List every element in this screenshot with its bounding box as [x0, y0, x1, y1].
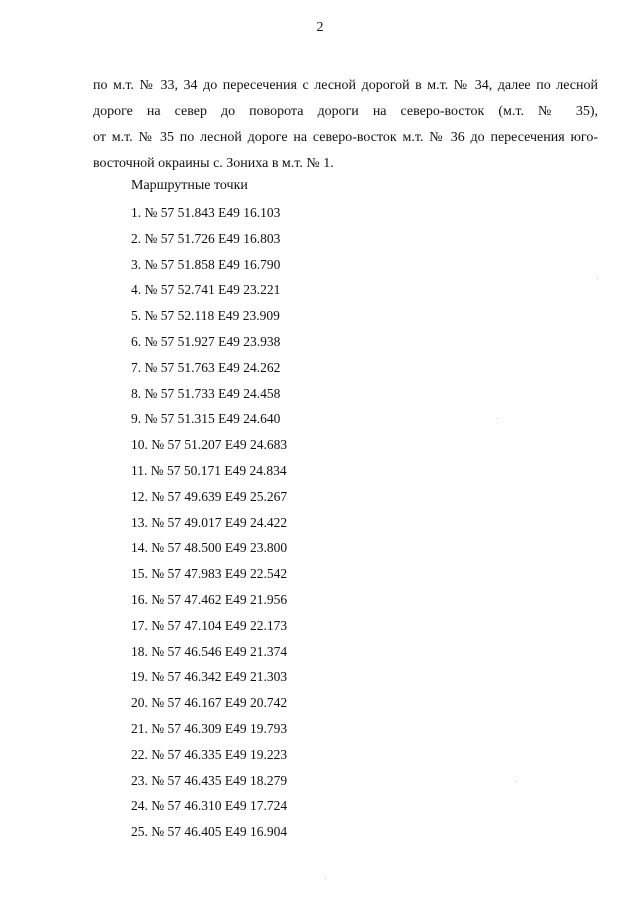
route-points-heading: Маршрутные точки	[131, 178, 248, 193]
scan-speck	[597, 278, 598, 279]
route-point: 8. № 57 51.733 Е49 24.458	[131, 385, 281, 401]
route-point: 10. № 57 51.207 Е49 24.683	[131, 437, 288, 453]
route-point: 12. № 57 49.639 Е49 25.267	[131, 488, 288, 504]
route-point: 7. № 57 51.763 Е49 24.262	[131, 359, 281, 375]
route-point: 1. № 57 51.843 Е49 16.103	[131, 205, 281, 220]
paragraph-line: восточной окраины с. Зониха в м.т. № 1.	[93, 156, 334, 171]
route-point: 6. № 57 51.927 Е49 23.938	[131, 333, 281, 349]
route-point: 15. № 57 47.983 Е49 22.542	[131, 566, 288, 582]
scan-speck	[515, 781, 516, 782]
route-point: 2. № 57 51.726 Е49 16.803	[131, 230, 281, 246]
scan-speck	[497, 418, 498, 419]
route-point: 18. № 57 46.546 Е49 21.374	[131, 643, 288, 659]
route-point: 11. № 57 50.171 Е49 24.834	[131, 462, 287, 478]
route-point: 23. № 57 46.435 Е49 18.279	[131, 772, 288, 788]
route-point: 4. № 57 52.741 Е49 23.221	[131, 282, 281, 298]
route-point: 20. № 57 46.167 Е49 20.742	[131, 695, 288, 711]
route-point: 24. № 57 46.310 Е49 17.724	[131, 798, 288, 814]
route-point: 22. № 57 46.335 Е49 19.223	[131, 746, 288, 762]
paragraph-line: от м.т. № 35 по лесной дороге на северо-восток м.т. № 36 до пересечения юго-	[93, 130, 598, 145]
route-point: 17. № 57 47.104 Е49 22.173	[131, 617, 288, 633]
paragraph-line: по м.т. № 33, 34 до пересечения с лесной дорогой в м.т. № 34, далее по лесной	[93, 78, 598, 93]
paragraph-line: дороге на север до поворота дороги на северо-восток (м.т. № 35),	[93, 104, 598, 119]
scan-speck	[325, 878, 326, 879]
route-point: 5. № 57 52.118 Е49 23.909	[131, 308, 280, 324]
route-description-paragraph	[93, 73, 598, 177]
route-point: 21. № 57 46.309 Е49 19.793	[131, 720, 288, 736]
route-point: 25. № 57 46.405 Е49 16.904	[131, 824, 288, 840]
route-point: 9. № 57 51.315 Е49 24.640	[131, 411, 281, 427]
route-point: 3. № 57 51.858 Е49 16.790	[131, 256, 281, 272]
route-point: 19. № 57 46.342 Е49 21.303	[131, 669, 288, 685]
route-point: 14. № 57 48.500 Е49 23.800	[131, 540, 288, 556]
page-number: 2	[316, 20, 324, 35]
route-point: 13. № 57 49.017 Е49 24.422	[131, 514, 288, 530]
route-points-list	[131, 204, 287, 849]
route-point: 16. № 57 47.462 Е49 21.956	[131, 591, 288, 607]
